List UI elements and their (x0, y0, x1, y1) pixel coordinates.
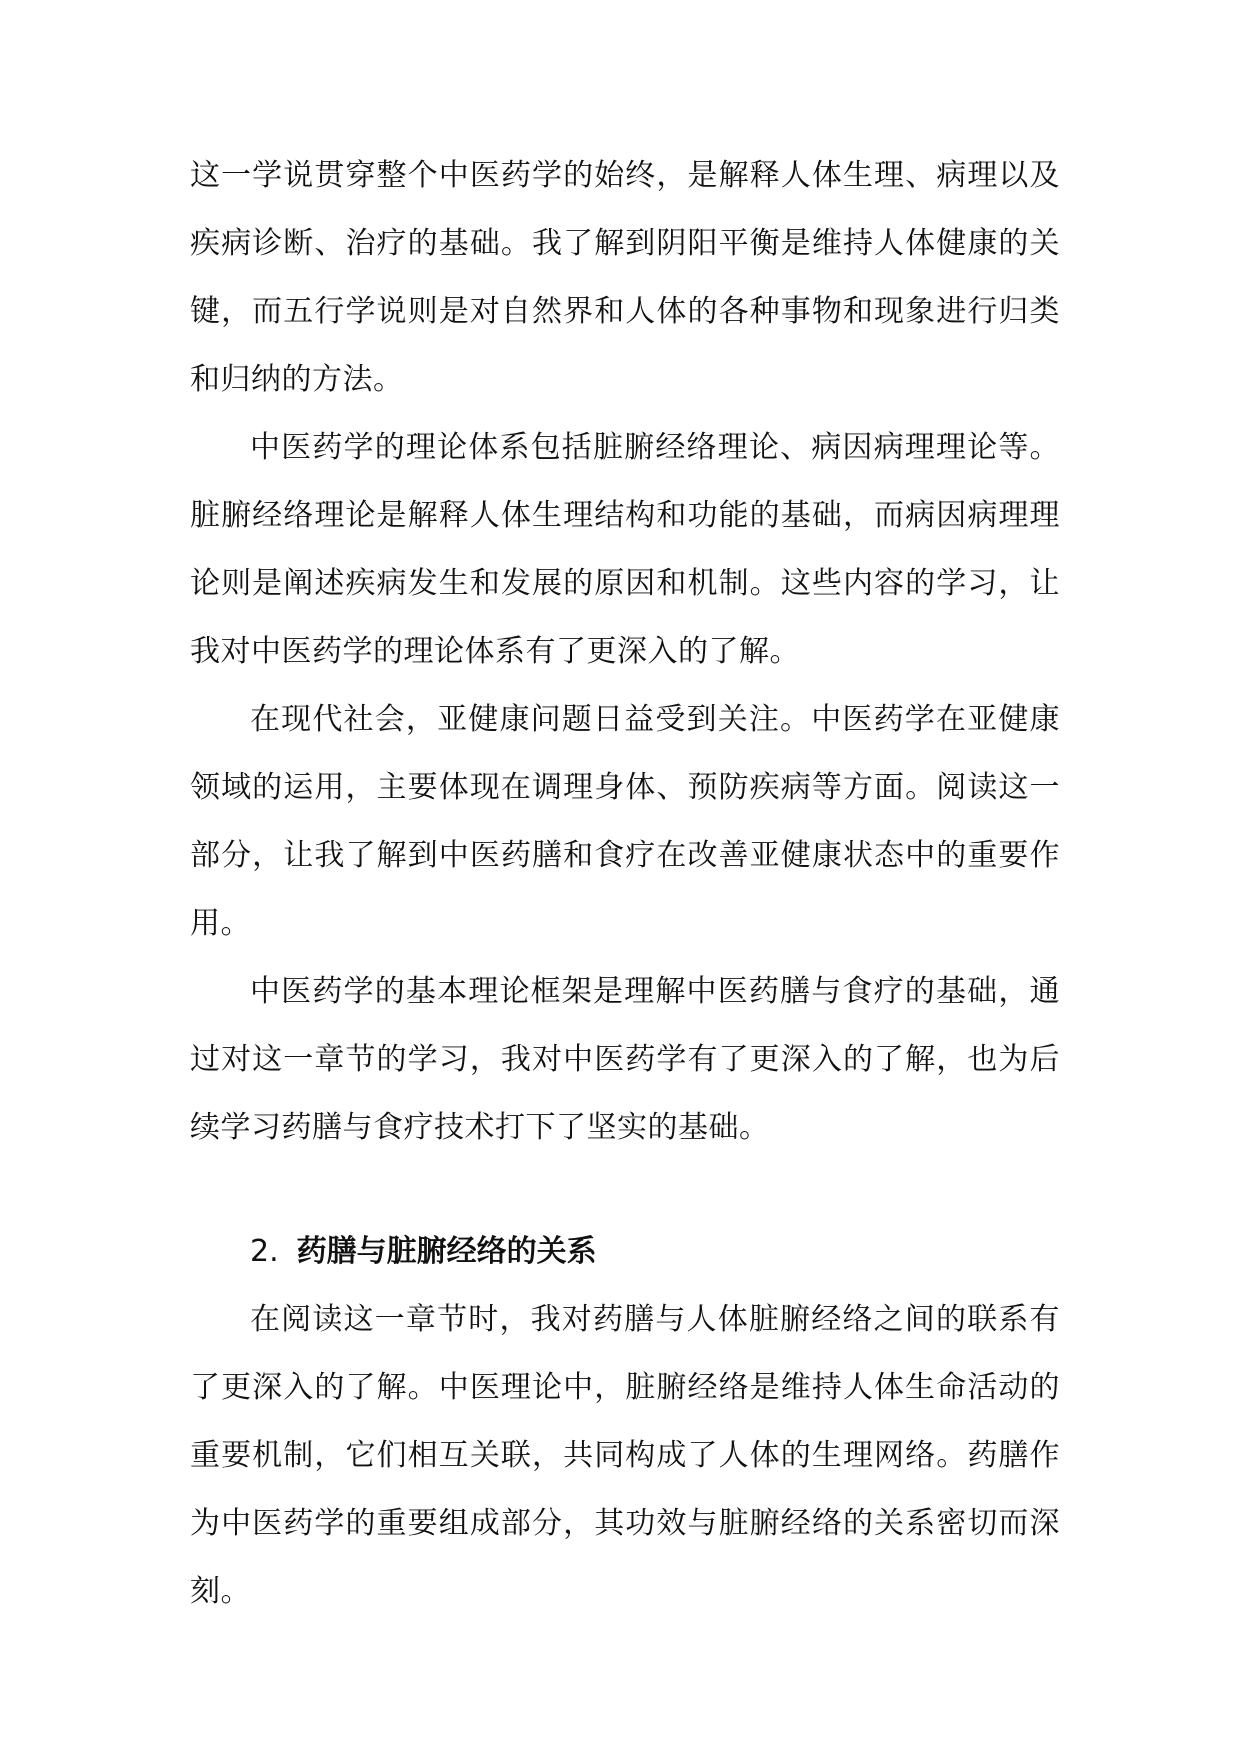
paragraph-theory-system: 中医药学的理论体系包括脏腑经络理论、病因病理理论等。脏腑经络理论是解释人体生理结构和功能的基础，而病因病理理论则是阐述疾病发生和发展的原因和机制。这些内容的学习，让我对中医药学的理论体系有了更深入的了解。 (190, 430, 1060, 669)
section-number: 2. (250, 1234, 279, 1269)
paragraph-yaoshan-zangfu: 在阅读这一章节时，我对药膳与人体脏腑经络之间的联系有了更深入的了解。中医理论中，脏腑经络是维持人体生命活动的重要机制，它们相互关联，共同构成了人体的生理网络。药膳作为中医药学的重要组成部分，其功效与脏腑经络的关系密切而深刻。 (190, 1302, 1060, 1609)
document-body (190, 142, 1060, 1626)
paragraph-subhealth: 在现代社会，亚健康问题日益受到关注。中医药学在亚健康领域的运用，主要体现在调理身体、预防疾病等方面。阅读这一部分，让我了解到中医药膳和食疗在改善亚健康状态中的重要作用。 (190, 702, 1060, 941)
paragraph-yinyang-wuxing: 这一学说贯穿整个中医药学的始终，是解释人体生理、病理以及疾病诊断、治疗的基础。我了解到阴阳平衡是维持人体健康的关键，而五行学说则是对自然界和人体的各种事物和现象进行归类和归纳的方法。 (190, 158, 1060, 397)
paragraph-chapter-summary: 中医药学的基本理论框架是理解中医药膳与食疗的基础，通过对这一章节的学习，我对中医药学有了更深入的了解，也为后续学习药膳与食疗技术打下了坚实的基础。 (190, 974, 1060, 1145)
section-title: 药膳与脏腑经络的关系 (296, 1234, 597, 1269)
section-heading (190, 1218, 1060, 1286)
